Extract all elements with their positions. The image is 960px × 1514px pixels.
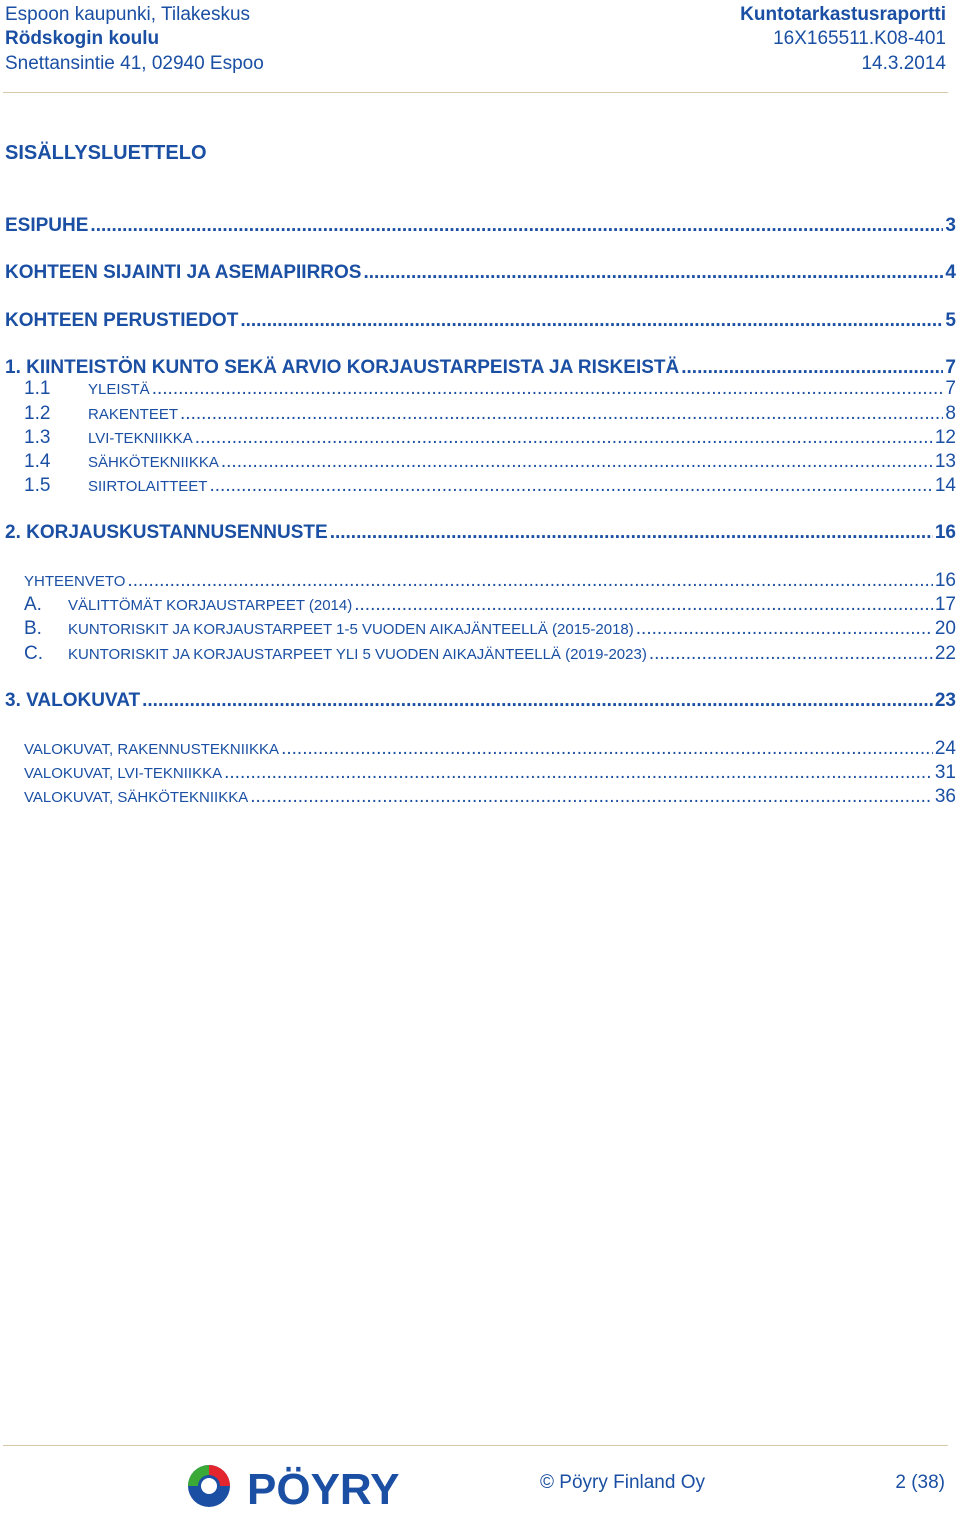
toc-entry-c[interactable]: C. KUNTORISKIT JA KORJAUSTARPEET YLI 5 VUODEN AIKAJÄNTEELLÄ (2019-2023) ..... 22 (24, 643, 956, 665)
header-report-code: 16X165511.K08-401 (773, 28, 946, 49)
header-address: Snettansintie 41, 02940 Espoo (5, 53, 264, 74)
toc-entry-valokuvat-lvi[interactable]: VALOKUVAT, LVI-TEKNIIKKA ..... 31 (24, 762, 956, 784)
toc-entry-section-3[interactable]: 3. VALOKUVAT ..... 23 (5, 690, 956, 712)
toc-title: SISÄLLYSLUETTELO (5, 142, 207, 164)
logo-circle-center (201, 1478, 217, 1494)
footer-copyright: © Pöyry Finland Oy (540, 1472, 705, 1493)
footer-page-number: 2 (38) (895, 1472, 945, 1493)
toc-entry-1-2[interactable]: 1.2 RAKENTEET ..... 8 (24, 403, 956, 425)
toc-entry-section-1[interactable]: 1. KIINTEISTÖN KUNTO SEKÄ ARVIO KORJAUSTARPEISTA JA RISKEISTÄ ..... 7 (5, 357, 956, 379)
toc-entry-valokuvat-sahko[interactable]: VALOKUVAT, SÄHKÖTEKNIIKKA ..... 36 (24, 786, 956, 808)
header-report-title: Kuntotarkastusraportti (740, 4, 946, 25)
header-date: 14.3.2014 (861, 53, 946, 74)
poyry-logo (185, 1462, 435, 1510)
page-header (0, 0, 960, 92)
logo-wordmark: PÖYRY (247, 1465, 400, 1510)
header-org: Espoon kaupunki, Tilakeskus (5, 4, 251, 25)
toc-entry-yhteenveto[interactable]: YHTEENVETO ..... 16 (24, 570, 956, 592)
toc-entry-1-4[interactable]: 1.4 SÄHKÖTEKNIIKKA ..... 13 (24, 451, 956, 473)
toc-entry-1-1-row[interactable]: 1.1 YLEISTÄ ..... 7 (24, 378, 956, 400)
toc-entry-perustiedot[interactable]: KOHTEEN PERUSTIEDOT ..... 5 (5, 310, 956, 332)
toc-entry-1-3[interactable]: 1.3 LVI-TEKNIIKKA ..... 12 (24, 427, 956, 449)
toc-entry-b[interactable]: B. KUNTORISKIT JA KORJAUSTARPEET 1-5 VUODEN AIKAJÄNTEELLÄ (2015-2018) ..... 20 (24, 618, 956, 640)
toc-entry-sijainti[interactable]: KOHTEEN SIJAINTI JA ASEMAPIIRROS ..... 4 (5, 262, 956, 284)
header-building: Rödskogin koulu (5, 28, 160, 49)
toc-entry-section-2[interactable]: 2. KORJAUSKUSTANNUSENNUSTE ..... 16 (5, 522, 956, 544)
toc-entry-esipuhe[interactable]: ESIPUHE ..... 3 (5, 215, 956, 237)
toc-entry-1-5[interactable]: 1.5 SIIRTOLAITTEET ..... 14 (24, 475, 956, 497)
header-divider (3, 92, 948, 93)
footer-divider (3, 1445, 948, 1446)
toc-entry-a[interactable]: A. VÄLITTÖMÄT KORJAUSTARPEET (2014) ..... 17 (24, 594, 956, 616)
toc-entry-valokuvat-rakennus[interactable]: VALOKUVAT, RAKENNUSTEKNIIKKA ..... 24 (24, 738, 956, 760)
